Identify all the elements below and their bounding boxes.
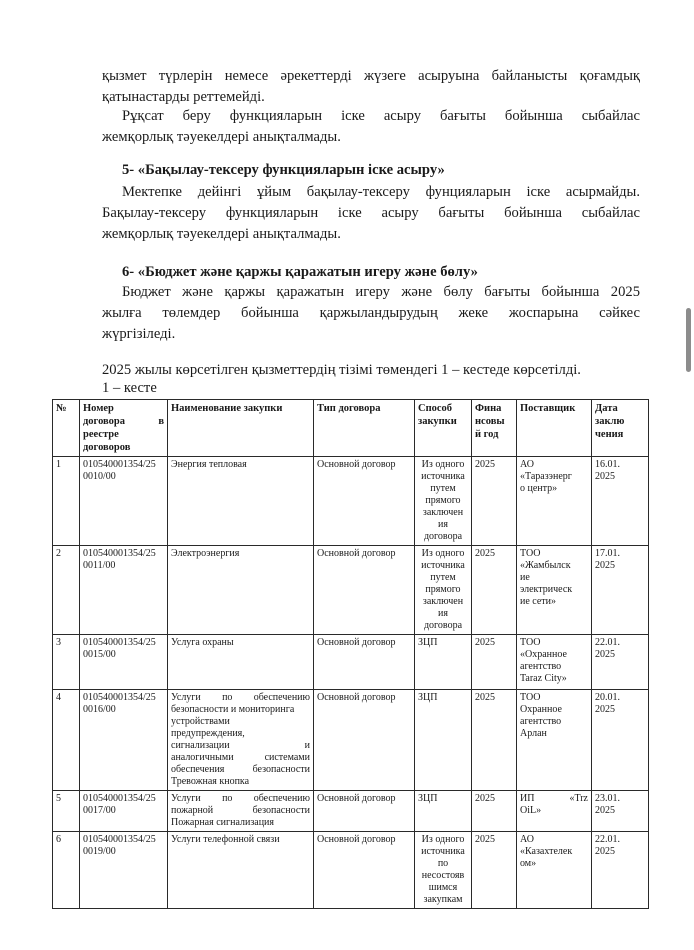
cell-line: договора — [423, 531, 463, 542]
paragraph-line: Мектепке дейінгі ұйым бақылау-тексеру фунцияларын іске асырмайды. — [122, 184, 640, 200]
header-line: Номер — [83, 403, 114, 414]
cell-line: 2025 — [595, 846, 615, 857]
cell-line: 0017/00 — [83, 805, 116, 816]
table-row — [53, 832, 649, 909]
cell-line: путем — [430, 572, 456, 583]
cell-line: агентство — [520, 661, 562, 672]
header-supplier: Поставщик — [517, 400, 592, 457]
cell-line: заключен — [422, 596, 464, 607]
table-row — [53, 635, 649, 690]
cell-supplier — [517, 690, 592, 791]
cell-line: Услуги по обеспечению — [171, 793, 310, 804]
header-line: чения — [595, 429, 624, 440]
paragraph-line: жемқорлық тәуекелдері анықталмады. — [102, 226, 341, 242]
paragraph-1-end — [102, 87, 640, 108]
cell-conclusion-date — [592, 457, 649, 546]
paragraph-line: жүргізіледі. — [102, 326, 176, 342]
paragraph-line: Бюджет және қаржы қаражатын игеру және бөлу бағыты бойынша 2025 — [122, 284, 640, 300]
cell-line: ом» — [520, 858, 537, 869]
cell-purchase-method: ЗЦП — [415, 635, 472, 690]
paragraph-4-line2 — [102, 303, 640, 324]
cell-line: 010540001354/25 — [83, 692, 156, 703]
cell-line: 2025 — [595, 560, 615, 571]
cell-contract-type: Основной договор — [314, 690, 415, 791]
cell-purchase-method: ЗЦП — [415, 690, 472, 791]
table-caption — [102, 378, 640, 399]
cell-supplier — [517, 635, 592, 690]
vertical-scrollbar[interactable] — [686, 308, 691, 372]
header-line: й год — [475, 429, 499, 440]
cell-purchase-method — [415, 832, 472, 909]
cell-line: пожарной безопасности — [171, 805, 310, 816]
header-contract-type: Тип договора — [314, 400, 415, 457]
cell-line: Из одного — [421, 548, 465, 559]
cell-line: Из одного — [421, 834, 465, 845]
cell-word: ИП — [520, 793, 535, 804]
cell-line: 010540001354/25 — [83, 834, 156, 845]
paragraph-1 — [102, 66, 640, 87]
cell-fiscal-year: 2025 — [472, 457, 517, 546]
cell-supplier — [517, 832, 592, 909]
cell-line: ТОО — [520, 637, 541, 648]
cell-line: сигнализации и — [171, 740, 310, 751]
cell-line: ие — [520, 572, 530, 583]
cell-line: 0016/00 — [83, 704, 116, 715]
cell-conclusion-date — [592, 546, 649, 635]
cell-line: 2025 — [595, 471, 615, 482]
cell-fiscal-year: 2025 — [472, 791, 517, 832]
cell-purchase-method: ЗЦП — [415, 791, 472, 832]
cell-line: Арлан — [520, 728, 547, 739]
header-line: реестре — [83, 429, 119, 440]
cell-purchase-method — [415, 546, 472, 635]
cell-line: Taraz City» — [520, 673, 567, 684]
cell-line: 2025 — [595, 805, 615, 816]
cell-num: 2 — [53, 546, 80, 635]
cell-purchase-method — [415, 457, 472, 546]
cell-line: шимся — [428, 882, 458, 893]
cell-fiscal-year: 2025 — [472, 690, 517, 791]
cell-supplier — [517, 791, 592, 832]
cell-line: предупреждения, — [171, 728, 245, 739]
cell-line: Из одного — [421, 459, 465, 470]
header-fiscal-year — [472, 400, 517, 457]
header-line: Фина — [475, 403, 502, 414]
cell-line: 2025 — [595, 704, 615, 715]
header-line: заклю — [595, 416, 625, 427]
cell-line: «Казахтелек — [520, 846, 573, 857]
header-word: договора — [83, 416, 125, 427]
cell-line: источника — [421, 471, 465, 482]
paragraph-2 — [122, 106, 640, 127]
cell-purchase-name — [168, 791, 314, 832]
header-purchase-name: Наименование закупки — [168, 400, 314, 457]
cell-line: ия — [438, 519, 448, 530]
cell-line: источника — [421, 846, 465, 857]
cell-line: 010540001354/25 — [83, 637, 156, 648]
caption-text: 1 – кесте — [102, 380, 157, 396]
cell-line: Тревожная кнопка — [171, 776, 250, 787]
cell-line: 0015/00 — [83, 649, 116, 660]
cell-purchase-name: Услуги телефонной связи — [168, 832, 314, 909]
cell-registry-number — [80, 546, 168, 635]
header-conclusion-date — [592, 400, 649, 457]
cell-line: несостояв — [421, 870, 465, 881]
cell-num: 4 — [53, 690, 80, 791]
cell-num: 5 — [53, 791, 80, 832]
cell-line: 16.01. — [595, 459, 620, 470]
cell-line: ие сети» — [520, 596, 557, 607]
paragraph-line: қатынастарды реттемейді. — [102, 89, 265, 105]
cell-line: агентство — [520, 716, 562, 727]
cell-line: источника — [421, 560, 465, 571]
cell-line: 0019/00 — [83, 846, 116, 857]
cell-purchase-name: Электроэнергия — [168, 546, 314, 635]
cell-conclusion-date — [592, 832, 649, 909]
cell-word: «Trz — [569, 793, 588, 804]
cell-registry-number — [80, 690, 168, 791]
paragraph-line: қызмет түрлерін немесе әрекеттерді жүзеге асыруына байланысты қоғамдық — [102, 68, 640, 84]
cell-line: путем — [430, 483, 456, 494]
cell-line: 010540001354/25 — [83, 793, 156, 804]
cell-line: 010540001354/25 — [83, 459, 156, 470]
cell-line: Услуги по обеспечению — [171, 692, 310, 703]
cell-line: 0011/00 — [83, 560, 116, 571]
header-line — [83, 415, 164, 428]
cell-line: 20.01. — [595, 692, 620, 703]
paragraph-3-end — [102, 224, 640, 245]
header-line: нсовы — [475, 416, 505, 427]
cell-line: обеспечения безопасности — [171, 764, 310, 775]
paragraph-line: 2025 жылы көрсетілген қызметтердің тізімі төмендегі 1 – кестеде көрсетілді. — [102, 362, 581, 378]
cell-line — [520, 793, 588, 805]
cell-line: о центр» — [520, 483, 558, 494]
paragraph-line: Рұқсат беру функцияларын іске асыру бағыты бойынша сыбайлас — [122, 108, 640, 124]
paragraph-2-end — [102, 127, 640, 148]
cell-line: ТОО — [520, 548, 541, 559]
cell-num: 1 — [53, 457, 80, 546]
paragraph-3-line2 — [102, 203, 640, 224]
cell-line: электрическ — [520, 584, 573, 595]
cell-num: 3 — [53, 635, 80, 690]
cell-line: 0010/00 — [83, 471, 116, 482]
cell-registry-number — [80, 457, 168, 546]
header-registry-number — [80, 400, 168, 457]
cell-line: «Жамбылск — [520, 560, 571, 571]
cell-line: по — [437, 858, 449, 869]
header-word: в — [158, 416, 164, 427]
cell-registry-number — [80, 832, 168, 909]
cell-line: 22.01. — [595, 834, 620, 845]
cell-line: «Таразэнерг — [520, 471, 572, 482]
cell-line: 23.01. — [595, 793, 620, 804]
table-row — [53, 690, 649, 791]
cell-supplier — [517, 546, 592, 635]
cell-contract-type: Основной договор — [314, 457, 415, 546]
cell-line: договора — [423, 620, 463, 631]
cell-line: Охранное — [520, 704, 562, 715]
cell-line: прямого — [425, 584, 461, 595]
cell-registry-number — [80, 791, 168, 832]
cell-fiscal-year: 2025 — [472, 635, 517, 690]
cell-line: закупкам — [423, 894, 463, 905]
paragraph-line: жемқорлық тәуекелдері анықталмады. — [102, 129, 341, 145]
cell-line: аналогичными системами — [171, 752, 310, 763]
cell-line: Пожарная сигнализация — [171, 817, 275, 828]
table-row — [53, 546, 649, 635]
cell-line: ТОО — [520, 692, 541, 703]
cell-num: 6 — [53, 832, 80, 909]
paragraph-line: жылға төлемдер бойынша қаржыландырудың жеке жоспарына сәйкес — [102, 305, 640, 321]
table-header-row — [53, 400, 649, 457]
cell-line: заключен — [422, 507, 464, 518]
cell-conclusion-date — [592, 690, 649, 791]
cell-line: безопасности и мониторинга — [171, 704, 295, 715]
header-purchase-method: Способ закупки — [415, 400, 472, 457]
cell-supplier — [517, 457, 592, 546]
cell-line: ия — [438, 608, 448, 619]
paragraph-line: Бақылау-тексеру функцияларын іске асыру бағыты бойынша сыбайлас — [102, 205, 640, 221]
cell-contract-type: Основной договор — [314, 791, 415, 832]
cell-purchase-name — [168, 690, 314, 791]
cell-line: OiL» — [520, 805, 542, 816]
cell-line: прямого — [425, 495, 461, 506]
paragraph-4 — [122, 282, 640, 303]
cell-registry-number — [80, 635, 168, 690]
section-5-heading: 5- «Бақылау-тексеру функцияларын іске асыру» — [122, 162, 445, 178]
procurement-table — [52, 399, 649, 909]
cell-line: 010540001354/25 — [83, 548, 156, 559]
cell-contract-type: Основной договор — [314, 635, 415, 690]
cell-line: АО — [520, 459, 534, 470]
cell-line: устройствами — [171, 716, 230, 727]
cell-purchase-name: Энергия тепловая — [168, 457, 314, 546]
cell-contract-type: Основной договор — [314, 832, 415, 909]
header-line: Дата — [595, 403, 618, 414]
cell-contract-type: Основной договор — [314, 546, 415, 635]
cell-fiscal-year: 2025 — [472, 546, 517, 635]
header-num: № — [53, 400, 80, 457]
paragraph-4-end — [102, 324, 640, 345]
cell-line: «Охранное — [520, 649, 567, 660]
section-6-heading: 6- «Бюджет және қаржы қаражатын игеру және бөлу» — [122, 264, 478, 280]
table-row — [53, 457, 649, 546]
cell-purchase-name: Услуга охраны — [168, 635, 314, 690]
cell-line: 17.01. — [595, 548, 620, 559]
cell-line: 2025 — [595, 649, 615, 660]
table-row — [53, 791, 649, 832]
paragraph-3 — [122, 182, 640, 203]
cell-line: 22.01. — [595, 637, 620, 648]
header-line: договоров — [83, 442, 131, 453]
cell-line: АО — [520, 834, 534, 845]
cell-fiscal-year: 2025 — [472, 832, 517, 909]
cell-conclusion-date — [592, 791, 649, 832]
cell-conclusion-date — [592, 635, 649, 690]
